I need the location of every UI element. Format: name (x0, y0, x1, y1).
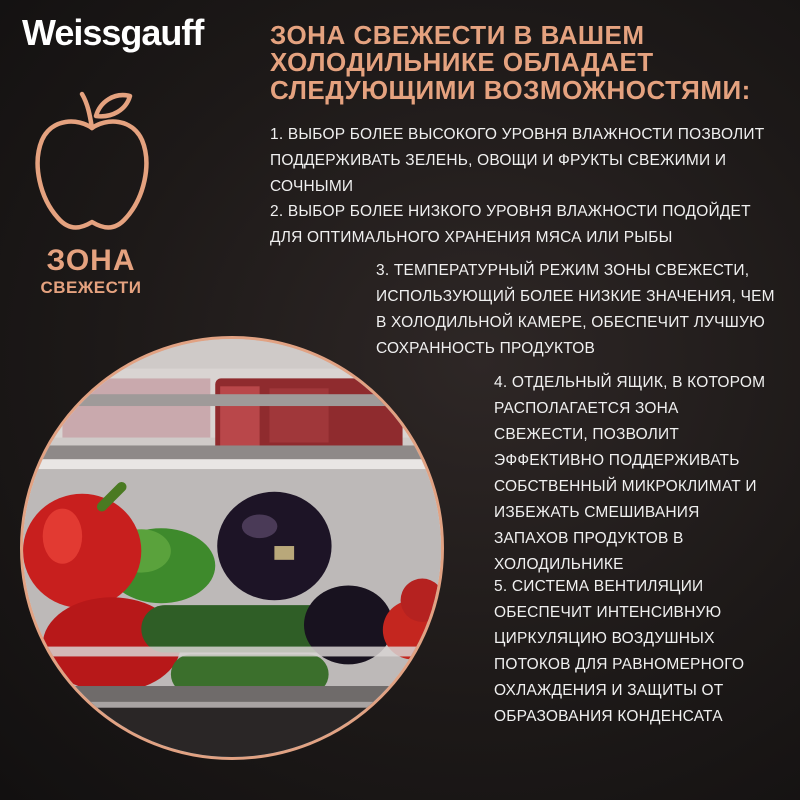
brand-logo: Weissgauff (22, 12, 204, 53)
feature-4: 4. ОТДЕЛЬНЫЙ ЯЩИК, В КОТОРОМ РАСПОЛАГАЕТСЯ ЗОНА СВЕЖЕСТИ, ПОЗВОЛИТ ЭФФЕКТИВНО ПОДДЕРЖИВАТЬ СОБСТВЕННЫЙ МИКРОКЛИМАТ И ИЗБЕЖАТЬ СМЕШИВАНИЯ ЗАПАХОВ ПРОДУКТОВ В ХОЛОДИЛЬНИКЕ (494, 374, 766, 573)
feature-5: 5. СИСТЕМА ВЕНТИЛЯЦИИ ОБЕСПЕЧИТ ИНТЕНСИВНУЮ ЦИРКУЛЯЦИЮ ВОЗДУШНЫХ ПОТОКОВ ДЛЯ РАВНОМЕРНОГО ОХЛАЖДЕНИЯ И ЗАЩИТЫ ОТ ОБРАЗОВАНИЯ КОНДЕНСАТА (494, 578, 745, 725)
zone-title: ЗОНА (46, 244, 136, 277)
fridge-photo (20, 336, 444, 760)
feature-2: 2. ВЫБОР БОЛЕЕ НИЗКОГО УРОВНЯ ВЛАЖНОСТИ ПОДОЙДЕТ ДЛЯ ОПТИМАЛЬНОГО ХРАНЕНИЯ МЯСА ИЛИ РЫБЫ (270, 203, 751, 246)
apple-outline-icon (30, 88, 154, 236)
zone-subtitle: СВЕЖЕСТИ (40, 278, 142, 297)
feature-1: 1. ВЫБОР БОЛЕЕ ВЫСОКОГО УРОВНЯ ВЛАЖНОСТИ ПОЗВОЛИТ ПОДДЕРЖИВАТЬ ЗЕЛЕНЬ, ОВОЩИ И ФРУКТЫ СВЕЖИМИ И СОЧНЫМИ (270, 126, 765, 195)
headline: ЗОНА СВЕЖЕСТИ В ВАШЕМ ХОЛОДИЛЬНИКЕ ОБЛАДАЕТ СЛЕДУЮЩИМИ ВОЗМОЖНОСТЯМИ: (270, 20, 751, 105)
feature-3: 3. ТЕМПЕРАТУРНЫЙ РЕЖИМ ЗОНЫ СВЕЖЕСТИ, ИСПОЛЬЗУЮЩИЙ БОЛЕЕ НИЗКИЕ ЗНАЧЕНИЯ, ЧЕМ В ХОЛОДИЛЬНОЙ КАМЕРЕ, ОБЕСПЕЧИТ ЛУЧШУЮ СОХРАННОСТЬ ПРОДУКТОВ (376, 262, 775, 357)
